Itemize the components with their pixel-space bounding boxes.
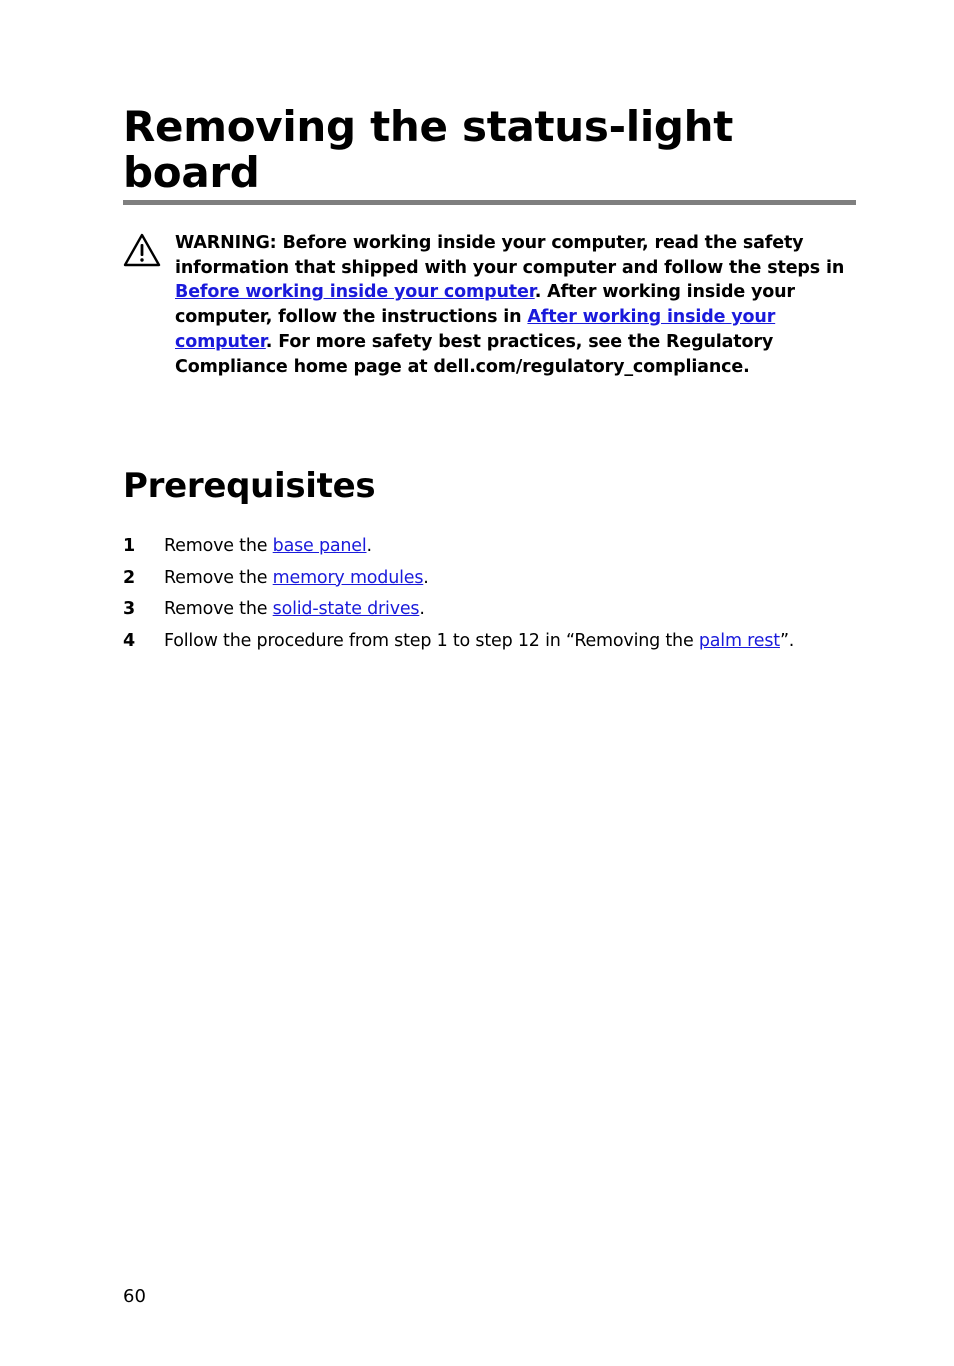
memory-modules-link[interactable]: memory modules [272,567,424,588]
step-text [164,628,794,654]
step-text [164,565,429,591]
list-item [123,533,856,565]
warning-label: WARNING: Before working inside your computer, read the safety information that shipped with your computer and follow the steps in [175,233,845,278]
solid-state-drives-link[interactable]: solid-state drives [272,599,420,620]
step-suffix: . [366,536,372,556]
page-number: 60 [123,1286,146,1307]
step-text [164,533,372,559]
title-divider [123,200,856,205]
warning-triangle-icon [123,233,161,267]
step-suffix: . [419,599,425,620]
step-number: 1 [123,536,135,556]
step-prefix: Remove the [164,536,273,556]
step-prefix: Remove the [164,567,273,588]
step-prefix: Remove the [164,599,273,620]
warning-text-end: . For more safety best practices, see the Regulatory Compliance home page at dell.com/regulatory_compliance. [175,331,774,377]
step-text [164,596,425,622]
warning-text-middle: . After working inside your computer, follow the instructions in [175,282,795,328]
before-working-link[interactable]: Before working inside your computer [175,282,535,303]
step-number: 3 [123,599,135,620]
prerequisites-heading: Prerequisites [123,466,376,506]
base-panel-link[interactable]: base panel [272,536,367,556]
step-suffix: ”. [779,630,795,651]
list-item [123,565,856,597]
list-item [123,628,856,660]
warning-text [175,231,855,379]
palm-rest-link[interactable]: palm rest [698,630,780,651]
step-number: 2 [123,567,135,588]
step-suffix: . [423,567,429,588]
list-item [123,596,856,628]
prerequisites-list [123,533,856,659]
after-working-link[interactable]: After working inside your computer [175,307,776,352]
page-title: Removing the status-light board [123,102,734,197]
step-prefix: Follow the procedure from step 1 to step 12 in “Removing the [164,630,699,651]
step-number: 4 [123,630,135,651]
